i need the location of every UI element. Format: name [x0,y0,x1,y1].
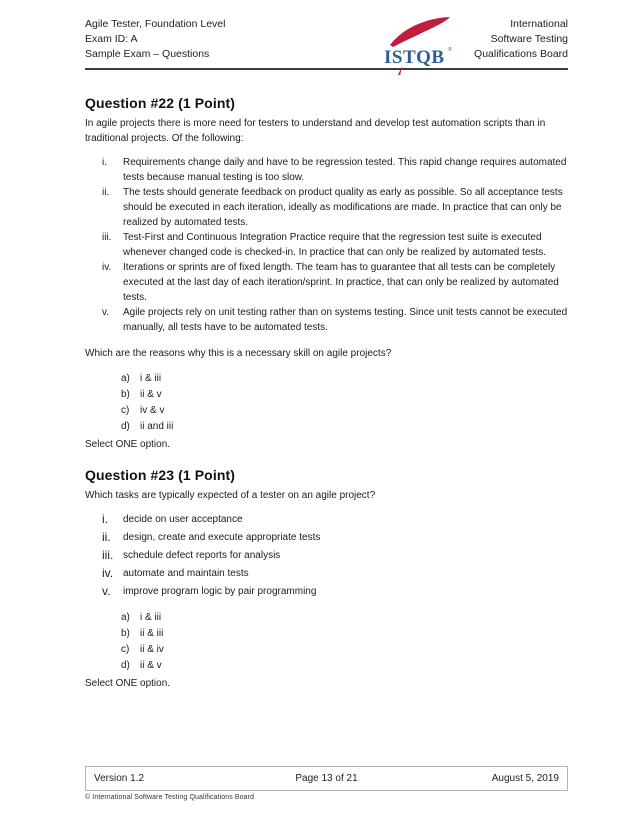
logo-registered-mark: ® [448,47,452,53]
statement-item-v [85,305,568,335]
task-item-iii [85,548,568,563]
statement-item-i [85,155,568,185]
question-22-options [85,371,568,435]
questions-area [85,94,568,691]
option-text: i & iii [140,373,162,384]
question-22-intro: In agile projects there is more need for testers to understand and develop test automation scripts than in traditional projects. Of the following: [85,118,546,144]
option-text: ii & iii [140,628,164,639]
option-letter: c) [121,644,130,655]
org-line-1: International [510,18,568,30]
question-23-section [85,466,568,691]
answer-option-c [85,403,568,419]
statement-numeral: iii. [102,232,112,243]
statement-item-ii [85,185,568,230]
option-letter: d) [121,660,130,671]
task-item-i [85,512,568,527]
option-letter: b) [121,389,130,400]
header-right-block [468,17,568,62]
question-23-select-note: Select ONE option. [85,678,171,689]
task-text: schedule defect reports for analysis [123,550,281,561]
statement-text: The tests should generate feedback on product quality as early as possible. So all acceptance tests should be executed in each iteration, ideally as modifications are made. In practice that can only be realized by automated tests. [123,187,563,228]
task-numeral: i. [102,512,108,526]
exam-id: Exam ID: A [85,33,138,45]
question-23-options [85,610,568,674]
version-label: Version 1.2 [94,773,145,784]
option-letter: d) [121,421,130,432]
task-numeral: iii. [102,548,114,562]
task-numeral: iv. [102,566,114,580]
task-text: improve program logic by pair programming [123,586,317,597]
statement-numeral: v. [102,307,110,318]
option-letter: a) [121,612,130,623]
task-item-iv [85,566,568,581]
question-22-question: Which are the reasons why this is a necessary skill on agile projects? [85,348,392,359]
istqb-logo-icon [384,15,458,75]
question-22-section [85,94,568,452]
question-23-intro: Which tasks are typically expected of a tester on an agile project? [85,490,376,501]
option-text: ii & iv [140,644,164,655]
statement-item-iii [85,230,568,260]
page-content [85,0,568,691]
page-number: Page 13 of 21 [295,773,358,784]
statement-numeral: i. [102,157,107,168]
page-footer [85,766,568,801]
answer-option-a [85,610,568,626]
task-item-v [85,584,568,599]
header-left-block [85,17,384,62]
answer-option-c [85,642,568,658]
statement-item-iv [85,260,568,305]
task-text: decide on user acceptance [123,514,243,525]
statement-numeral: ii. [102,187,110,198]
option-text: i & iii [140,612,162,623]
task-numeral: v. [102,584,111,598]
task-numeral: ii. [102,530,111,544]
task-text: design, create and execute appropriate tests [123,532,321,543]
org-line-3: Qualifications Board [474,48,568,60]
question-22-statements [85,155,568,335]
logo-wordmark: ISTQB [384,47,445,68]
answer-option-d [85,658,568,674]
option-text: ii & v [140,660,162,671]
answer-option-d [85,419,568,435]
question-23-title: Question #23 (1 Point) [85,467,235,483]
logo-swoosh-icon [390,17,450,47]
statement-text: Iterations or sprints are of fixed length. The team has to guarantee that all tests can be completely executed at the last day of each iteration/sprint. In practice, that can only be realized by automated tests. [123,262,559,303]
option-letter: b) [121,628,130,639]
task-item-ii [85,530,568,545]
task-text: automate and maintain tests [123,568,249,579]
istqb-logo [384,15,458,68]
question-22-select-note: Select ONE option. [85,439,171,450]
org-line-2: Software Testing [490,33,568,45]
statement-text: Test-First and Continuous Integration Practice require that the regression test suite is executed whenever changed code is checked-in. In practice that can only be realized by automated tests. [123,232,547,258]
answer-option-b [85,626,568,642]
statement-text: Requirements change daily and have to be regression tested. This rapid change requires automated tests because manual testing is too slow. [123,157,567,183]
exam-subtitle: Sample Exam – Questions [85,48,210,60]
question-23-tasks [85,512,568,599]
option-letter: a) [121,373,130,384]
exam-title: Agile Tester, Foundation Level [85,18,226,30]
option-text: iv & v [140,405,165,416]
footer-info-box [85,766,568,791]
copyright-notice: © International Software Testing Qualifications Board [85,794,255,801]
statement-text: Agile projects rely on unit testing rather than on systems testing. Since unit tests cannot be executed manually, all tests have to be automated tests. [123,307,568,333]
option-text: ii & v [140,389,162,400]
statement-numeral: iv. [102,262,112,273]
option-letter: c) [121,405,130,416]
option-text: ii and iii [140,421,174,432]
question-22-title: Question #22 (1 Point) [85,95,235,111]
answer-option-b [85,387,568,403]
date-label: August 5, 2019 [491,773,559,784]
page-header [85,0,568,70]
answer-option-a [85,371,568,387]
